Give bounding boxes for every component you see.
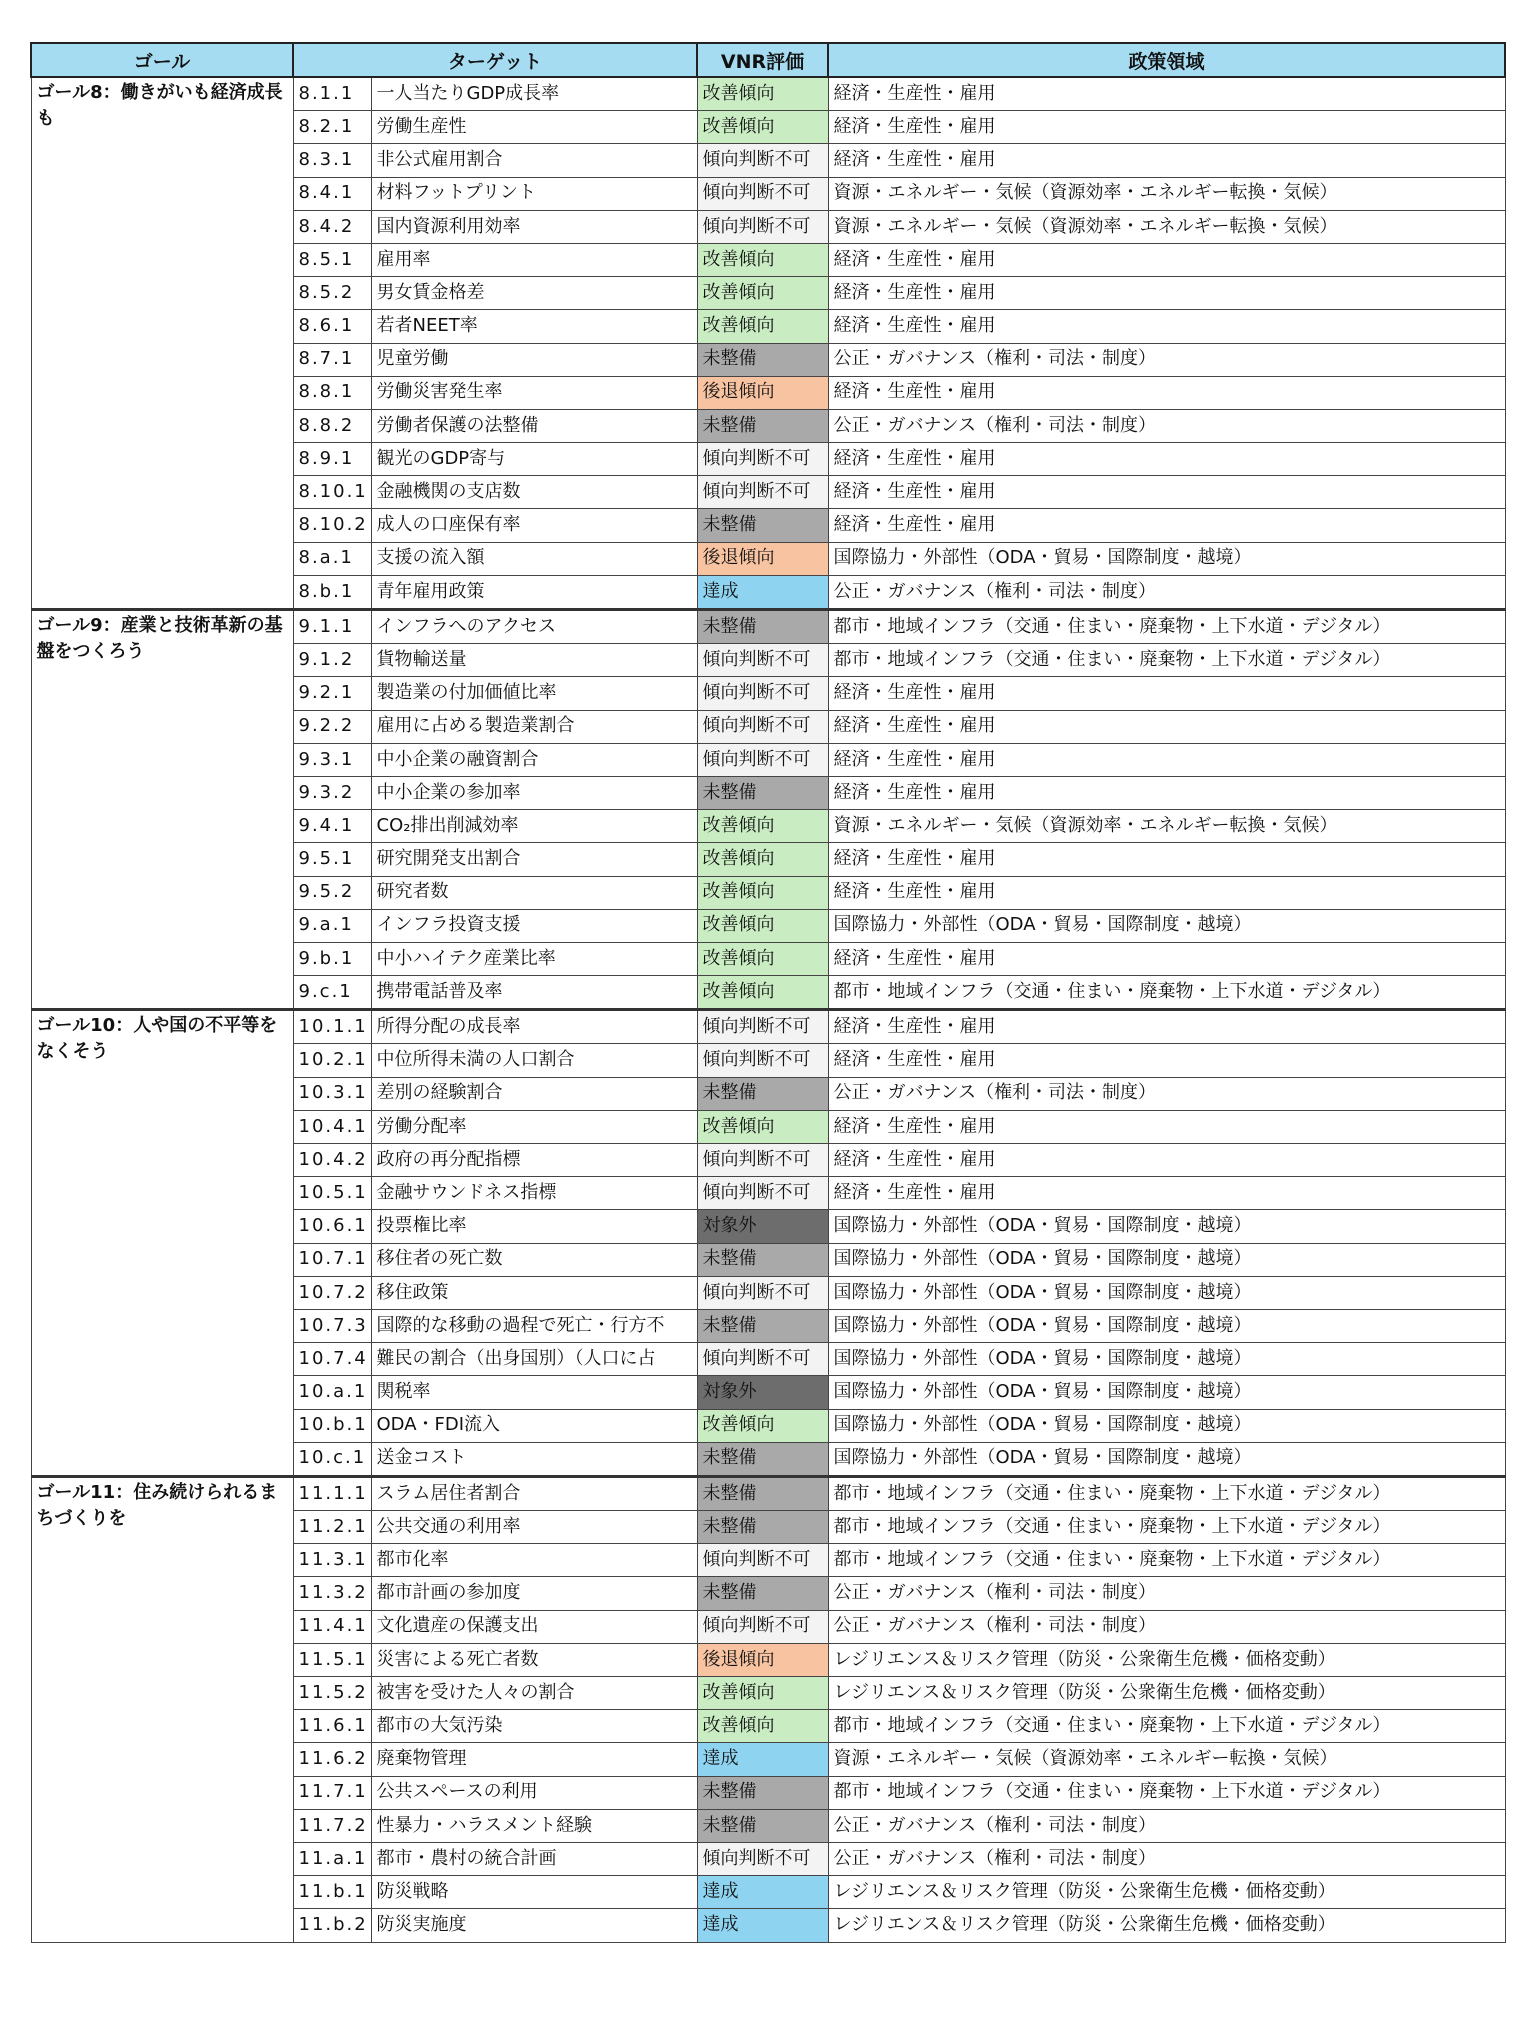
target-name-cell: 移住政策: [371, 1276, 697, 1309]
vnr-status-cell: 未整備: [697, 509, 828, 542]
vnr-status-cell: 改善傾向: [697, 1710, 828, 1743]
policy-area-cell: 経済・生産性・雇用: [828, 310, 1505, 343]
policy-area-cell: 経済・生産性・雇用: [828, 1110, 1505, 1143]
target-name-cell: 材料フットプリント: [371, 177, 697, 210]
policy-area-cell: 都市・地域インフラ（交通・住まい・廃棄物・上下水道・デジタル）: [828, 1544, 1505, 1577]
target-name-cell: 労働災害発生率: [371, 376, 697, 409]
target-code-cell: 11.1.1: [293, 1476, 371, 1510]
target-name-cell: インフラ投資支援: [371, 909, 697, 942]
vnr-status-cell: 傾向判断不可: [697, 677, 828, 710]
target-name-cell: 携帯電話普及率: [371, 976, 697, 1010]
policy-area-cell: 公正・ガバナンス（権利・司法・制度）: [828, 575, 1505, 609]
vnr-status-cell: 達成: [697, 1909, 828, 1942]
policy-area-cell: 経済・生産性・雇用: [828, 509, 1505, 542]
target-name-cell: 公共交通の利用率: [371, 1511, 697, 1544]
policy-area-cell: 経済・生産性・雇用: [828, 476, 1505, 509]
policy-area-cell: 経済・生産性・雇用: [828, 876, 1505, 909]
policy-area-cell: 経済・生産性・雇用: [828, 277, 1505, 310]
policy-area-cell: 国際協力・外部性（ODA・貿易・国際制度・越境）: [828, 1309, 1505, 1342]
target-code-cell: 11.3.1: [293, 1544, 371, 1577]
vnr-status-cell: 改善傾向: [697, 111, 828, 144]
policy-area-cell: 国際協力・外部性（ODA・貿易・国際制度・越境）: [828, 1243, 1505, 1276]
target-name-cell: 移住者の死亡数: [371, 1243, 697, 1276]
target-name-cell: 中小ハイテク産業比率: [371, 942, 697, 975]
target-name-cell: 差別の経験割合: [371, 1077, 697, 1110]
target-name-cell: 観光のGDP寄与: [371, 443, 697, 476]
target-name-cell: 若者NEET率: [371, 310, 697, 343]
policy-area-cell: 資源・エネルギー・気候（資源効率・エネルギー転換・気候）: [828, 177, 1505, 210]
target-name-cell: 送金コスト: [371, 1442, 697, 1476]
vnr-status-cell: 対象外: [697, 1210, 828, 1243]
policy-area-cell: 経済・生産性・雇用: [828, 743, 1505, 776]
target-code-cell: 9.5.2: [293, 876, 371, 909]
target-code-cell: 10.2.1: [293, 1044, 371, 1077]
target-name-cell: 所得分配の成長率: [371, 1010, 697, 1044]
vnr-status-cell: 傾向判断不可: [697, 1544, 828, 1577]
policy-area-cell: 経済・生産性・雇用: [828, 243, 1505, 276]
target-name-cell: 一人当たりGDP成長率: [371, 77, 697, 111]
policy-area-cell: 公正・ガバナンス（権利・司法・制度）: [828, 1809, 1505, 1842]
target-name-cell: 都市化率: [371, 1544, 697, 1577]
target-name-cell: 製造業の付加価値比率: [371, 677, 697, 710]
vnr-status-cell: 未整備: [697, 1077, 828, 1110]
target-code-cell: 9.4.1: [293, 810, 371, 843]
target-code-cell: 8.8.1: [293, 376, 371, 409]
target-code-cell: 9.b.1: [293, 942, 371, 975]
target-code-cell: 8.4.2: [293, 210, 371, 243]
vnr-status-cell: 傾向判断不可: [697, 1343, 828, 1376]
vnr-status-cell: 改善傾向: [697, 277, 828, 310]
vnr-status-cell: 改善傾向: [697, 976, 828, 1010]
target-code-cell: 11.6.2: [293, 1743, 371, 1776]
policy-area-cell: 都市・地域インフラ（交通・住まい・廃棄物・上下水道・デジタル）: [828, 1476, 1505, 1510]
policy-area-cell: 経済・生産性・雇用: [828, 1044, 1505, 1077]
vnr-status-cell: 傾向判断不可: [697, 710, 828, 743]
target-code-cell: 9.a.1: [293, 909, 371, 942]
target-name-cell: 貨物輸送量: [371, 644, 697, 677]
vnr-status-cell: 傾向判断不可: [697, 1177, 828, 1210]
target-code-cell: 10.3.1: [293, 1077, 371, 1110]
target-name-cell: 青年雇用政策: [371, 575, 697, 609]
target-code-cell: 11.2.1: [293, 1511, 371, 1544]
policy-area-cell: 資源・エネルギー・気候（資源効率・エネルギー転換・気候）: [828, 210, 1505, 243]
target-name-cell: 児童労働: [371, 343, 697, 376]
sdg-target-table: [30, 42, 1506, 1943]
goal-cell: ゴール8：働きがいも経済成長も: [31, 77, 293, 610]
target-name-cell: 都市計画の参加度: [371, 1577, 697, 1610]
target-code-cell: 11.b.1: [293, 1876, 371, 1909]
vnr-status-cell: 後退傾向: [697, 1643, 828, 1676]
policy-area-cell: 経済・生産性・雇用: [828, 677, 1505, 710]
vnr-status-cell: 傾向判断不可: [697, 1276, 828, 1309]
target-name-cell: 研究者数: [371, 876, 697, 909]
target-name-cell: 雇用率: [371, 243, 697, 276]
policy-area-cell: レジリエンス＆リスク管理（防災・公衆衛生危機・価格変動）: [828, 1909, 1505, 1942]
target-code-cell: 10.7.1: [293, 1243, 371, 1276]
target-code-cell: 9.c.1: [293, 976, 371, 1010]
target-name-cell: スラム居住者割合: [371, 1476, 697, 1510]
vnr-status-cell: 傾向判断不可: [697, 1610, 828, 1643]
table-row: [31, 610, 1505, 644]
target-name-cell: 中位所得未満の人口割合: [371, 1044, 697, 1077]
policy-area-cell: 都市・地域インフラ（交通・住まい・廃棄物・上下水道・デジタル）: [828, 644, 1505, 677]
vnr-status-cell: 改善傾向: [697, 77, 828, 111]
target-name-cell: 防災実施度: [371, 1909, 697, 1942]
target-name-cell: 関税率: [371, 1376, 697, 1409]
target-code-cell: 10.7.4: [293, 1343, 371, 1376]
target-code-cell: 9.3.2: [293, 776, 371, 809]
target-name-cell: 都市の大気汚染: [371, 1710, 697, 1743]
policy-area-cell: 都市・地域インフラ（交通・住まい・廃棄物・上下水道・デジタル）: [828, 1710, 1505, 1743]
target-code-cell: 9.5.1: [293, 843, 371, 876]
policy-area-cell: 経済・生産性・雇用: [828, 1010, 1505, 1044]
vnr-status-cell: 未整備: [697, 409, 828, 442]
target-name-cell: 難民の割合（出身国別）（人口に占: [371, 1343, 697, 1376]
vnr-status-cell: 後退傾向: [697, 542, 828, 575]
target-code-cell: 10.b.1: [293, 1409, 371, 1442]
target-name-cell: CO₂排出削減効率: [371, 810, 697, 843]
vnr-status-cell: 改善傾向: [697, 810, 828, 843]
goal-cell: ゴール10：人や国の不平等をなくそう: [31, 1010, 293, 1477]
target-name-cell: 金融サウンドネス指標: [371, 1177, 697, 1210]
target-code-cell: 8.10.1: [293, 476, 371, 509]
header-vnr: VNR評価: [697, 43, 828, 77]
target-name-cell: 男女賃金格差: [371, 277, 697, 310]
vnr-status-cell: 未整備: [697, 1309, 828, 1342]
policy-area-cell: 国際協力・外部性（ODA・貿易・国際制度・越境）: [828, 1276, 1505, 1309]
target-code-cell: 11.5.2: [293, 1677, 371, 1710]
policy-area-cell: 都市・地域インフラ（交通・住まい・廃棄物・上下水道・デジタル）: [828, 610, 1505, 644]
target-name-cell: 支援の流入額: [371, 542, 697, 575]
target-code-cell: 8.9.1: [293, 443, 371, 476]
target-code-cell: 8.a.1: [293, 542, 371, 575]
policy-area-cell: レジリエンス＆リスク管理（防災・公衆衛生危機・価格変動）: [828, 1677, 1505, 1710]
policy-area-cell: 経済・生産性・雇用: [828, 376, 1505, 409]
vnr-status-cell: 改善傾向: [697, 1677, 828, 1710]
policy-area-cell: 経済・生産性・雇用: [828, 1144, 1505, 1177]
policy-area-cell: 都市・地域インフラ（交通・住まい・廃棄物・上下水道・デジタル）: [828, 976, 1505, 1010]
target-name-cell: 労働生産性: [371, 111, 697, 144]
vnr-status-cell: 未整備: [697, 1809, 828, 1842]
target-code-cell: 8.1.1: [293, 77, 371, 111]
target-name-cell: 国際的な移動の過程で死亡・行方不: [371, 1309, 697, 1342]
vnr-status-cell: 達成: [697, 575, 828, 609]
vnr-status-cell: 未整備: [697, 1476, 828, 1510]
vnr-status-cell: 改善傾向: [697, 843, 828, 876]
target-name-cell: 金融機関の支店数: [371, 476, 697, 509]
policy-area-cell: 国際協力・外部性（ODA・貿易・国際制度・越境）: [828, 1343, 1505, 1376]
target-name-cell: 非公式雇用割合: [371, 144, 697, 177]
goal-cell: ゴール9：産業と技術革新の基盤をつくろう: [31, 610, 293, 1010]
policy-area-cell: 都市・地域インフラ（交通・住まい・廃棄物・上下水道・デジタル）: [828, 1511, 1505, 1544]
target-code-cell: 8.10.2: [293, 509, 371, 542]
policy-area-cell: 経済・生産性・雇用: [828, 776, 1505, 809]
target-code-cell: 11.7.1: [293, 1776, 371, 1809]
table-body: [31, 77, 1505, 1942]
table-row: [31, 77, 1505, 111]
target-name-cell: 国内資源利用効率: [371, 210, 697, 243]
target-code-cell: 10.7.2: [293, 1276, 371, 1309]
target-code-cell: 11.4.1: [293, 1610, 371, 1643]
table-row: [31, 1010, 1505, 1044]
target-name-cell: 都市・農村の統合計画: [371, 1842, 697, 1875]
target-name-cell: 被害を受けた人々の割合: [371, 1677, 697, 1710]
target-code-cell: 8.7.1: [293, 343, 371, 376]
target-code-cell: 8.6.1: [293, 310, 371, 343]
vnr-status-cell: 傾向判断不可: [697, 144, 828, 177]
vnr-status-cell: 改善傾向: [697, 243, 828, 276]
target-code-cell: 11.3.2: [293, 1577, 371, 1610]
policy-area-cell: 経済・生産性・雇用: [828, 77, 1505, 111]
policy-area-cell: 経済・生産性・雇用: [828, 710, 1505, 743]
policy-area-cell: 公正・ガバナンス（権利・司法・制度）: [828, 1842, 1505, 1875]
policy-area-cell: 公正・ガバナンス（権利・司法・制度）: [828, 1077, 1505, 1110]
policy-area-cell: 経済・生産性・雇用: [828, 443, 1505, 476]
policy-area-cell: レジリエンス＆リスク管理（防災・公衆衛生危機・価格変動）: [828, 1643, 1505, 1676]
target-code-cell: 11.b.2: [293, 1909, 371, 1942]
vnr-status-cell: 傾向判断不可: [697, 743, 828, 776]
vnr-status-cell: 改善傾向: [697, 1409, 828, 1442]
target-code-cell: 8.5.2: [293, 277, 371, 310]
policy-area-cell: 経済・生産性・雇用: [828, 111, 1505, 144]
target-name-cell: 労働者保護の法整備: [371, 409, 697, 442]
target-name-cell: 投票権比率: [371, 1210, 697, 1243]
target-code-cell: 10.5.1: [293, 1177, 371, 1210]
vnr-status-cell: 傾向判断不可: [697, 1144, 828, 1177]
target-code-cell: 8.2.1: [293, 111, 371, 144]
vnr-status-cell: 未整備: [697, 776, 828, 809]
policy-area-cell: 経済・生産性・雇用: [828, 843, 1505, 876]
target-name-cell: 中小企業の参加率: [371, 776, 697, 809]
target-code-cell: 8.3.1: [293, 144, 371, 177]
target-code-cell: 10.1.1: [293, 1010, 371, 1044]
target-code-cell: 10.7.3: [293, 1309, 371, 1342]
policy-area-cell: レジリエンス＆リスク管理（防災・公衆衛生危機・価格変動）: [828, 1876, 1505, 1909]
vnr-status-cell: 未整備: [697, 1577, 828, 1610]
vnr-status-cell: 傾向判断不可: [697, 1010, 828, 1044]
target-code-cell: 11.7.2: [293, 1809, 371, 1842]
target-name-cell: 防災戦略: [371, 1876, 697, 1909]
vnr-status-cell: 未整備: [697, 1243, 828, 1276]
vnr-status-cell: 傾向判断不可: [697, 443, 828, 476]
target-name-cell: 政府の再分配指標: [371, 1144, 697, 1177]
target-name-cell: 雇用に占める製造業割合: [371, 710, 697, 743]
target-code-cell: 11.6.1: [293, 1710, 371, 1743]
header-goal: ゴール: [31, 43, 293, 77]
target-name-cell: 研究開発支出割合: [371, 843, 697, 876]
vnr-status-cell: 未整備: [697, 343, 828, 376]
policy-area-cell: 公正・ガバナンス（権利・司法・制度）: [828, 343, 1505, 376]
target-code-cell: 9.2.2: [293, 710, 371, 743]
policy-area-cell: 経済・生産性・雇用: [828, 942, 1505, 975]
policy-area-cell: 経済・生産性・雇用: [828, 144, 1505, 177]
target-name-cell: 廃棄物管理: [371, 1743, 697, 1776]
policy-area-cell: 国際協力・外部性（ODA・貿易・国際制度・越境）: [828, 1442, 1505, 1476]
policy-area-cell: 国際協力・外部性（ODA・貿易・国際制度・越境）: [828, 1210, 1505, 1243]
target-code-cell: 8.5.1: [293, 243, 371, 276]
target-code-cell: 11.5.1: [293, 1643, 371, 1676]
target-name-cell: 性暴力・ハラスメント経験: [371, 1809, 697, 1842]
vnr-status-cell: 改善傾向: [697, 1110, 828, 1143]
vnr-status-cell: 傾向判断不可: [697, 1842, 828, 1875]
target-code-cell: 9.3.1: [293, 743, 371, 776]
policy-area-cell: 公正・ガバナンス（権利・司法・制度）: [828, 1577, 1505, 1610]
vnr-status-cell: 未整備: [697, 1442, 828, 1476]
target-code-cell: 9.1.2: [293, 644, 371, 677]
target-code-cell: 10.6.1: [293, 1210, 371, 1243]
target-name-cell: 成人の口座保有率: [371, 509, 697, 542]
policy-area-cell: 資源・エネルギー・気候（資源効率・エネルギー転換・気候）: [828, 1743, 1505, 1776]
goal-cell: ゴール11：住み続けられるまちづくりを: [31, 1476, 293, 1942]
target-code-cell: 9.1.1: [293, 610, 371, 644]
target-code-cell: 10.4.1: [293, 1110, 371, 1143]
policy-area-cell: 都市・地域インフラ（交通・住まい・廃棄物・上下水道・デジタル）: [828, 1776, 1505, 1809]
header-target: ターゲット: [293, 43, 697, 77]
vnr-status-cell: 傾向判断不可: [697, 476, 828, 509]
vnr-status-cell: 改善傾向: [697, 942, 828, 975]
policy-area-cell: 国際協力・外部性（ODA・貿易・国際制度・越境）: [828, 1409, 1505, 1442]
target-code-cell: 10.a.1: [293, 1376, 371, 1409]
target-name-cell: 労働分配率: [371, 1110, 697, 1143]
target-code-cell: 10.c.1: [293, 1442, 371, 1476]
vnr-status-cell: 改善傾向: [697, 876, 828, 909]
target-name-cell: 公共スペースの利用: [371, 1776, 697, 1809]
header-policy: 政策領域: [828, 43, 1505, 77]
target-code-cell: 11.a.1: [293, 1842, 371, 1875]
target-code-cell: 8.8.2: [293, 409, 371, 442]
vnr-status-cell: 傾向判断不可: [697, 644, 828, 677]
table-row: [31, 1476, 1505, 1510]
vnr-status-cell: 未整備: [697, 1511, 828, 1544]
policy-area-cell: 国際協力・外部性（ODA・貿易・国際制度・越境）: [828, 1376, 1505, 1409]
vnr-status-cell: 傾向判断不可: [697, 177, 828, 210]
vnr-status-cell: 改善傾向: [697, 909, 828, 942]
policy-area-cell: 公正・ガバナンス（権利・司法・制度）: [828, 409, 1505, 442]
target-code-cell: 8.4.1: [293, 177, 371, 210]
policy-area-cell: 公正・ガバナンス（権利・司法・制度）: [828, 1610, 1505, 1643]
vnr-status-cell: 未整備: [697, 610, 828, 644]
target-name-cell: 文化遺産の保護支出: [371, 1610, 697, 1643]
target-code-cell: 10.4.2: [293, 1144, 371, 1177]
target-code-cell: 8.b.1: [293, 575, 371, 609]
header-row: [31, 43, 1505, 77]
target-name-cell: 災害による死亡者数: [371, 1643, 697, 1676]
policy-area-cell: 経済・生産性・雇用: [828, 1177, 1505, 1210]
vnr-status-cell: 傾向判断不可: [697, 210, 828, 243]
vnr-status-cell: 達成: [697, 1743, 828, 1776]
vnr-status-cell: 未整備: [697, 1776, 828, 1809]
target-name-cell: 中小企業の融資割合: [371, 743, 697, 776]
sdg-target-table-wrapper: [30, 42, 1504, 1943]
target-name-cell: ODA・FDI流入: [371, 1409, 697, 1442]
target-code-cell: 9.2.1: [293, 677, 371, 710]
policy-area-cell: 資源・エネルギー・気候（資源効率・エネルギー転換・気候）: [828, 810, 1505, 843]
policy-area-cell: 国際協力・外部性（ODA・貿易・国際制度・越境）: [828, 909, 1505, 942]
target-name-cell: インフラへのアクセス: [371, 610, 697, 644]
vnr-status-cell: 改善傾向: [697, 310, 828, 343]
policy-area-cell: 国際協力・外部性（ODA・貿易・国際制度・越境）: [828, 542, 1505, 575]
vnr-status-cell: 対象外: [697, 1376, 828, 1409]
vnr-status-cell: 達成: [697, 1876, 828, 1909]
vnr-status-cell: 傾向判断不可: [697, 1044, 828, 1077]
vnr-status-cell: 後退傾向: [697, 376, 828, 409]
